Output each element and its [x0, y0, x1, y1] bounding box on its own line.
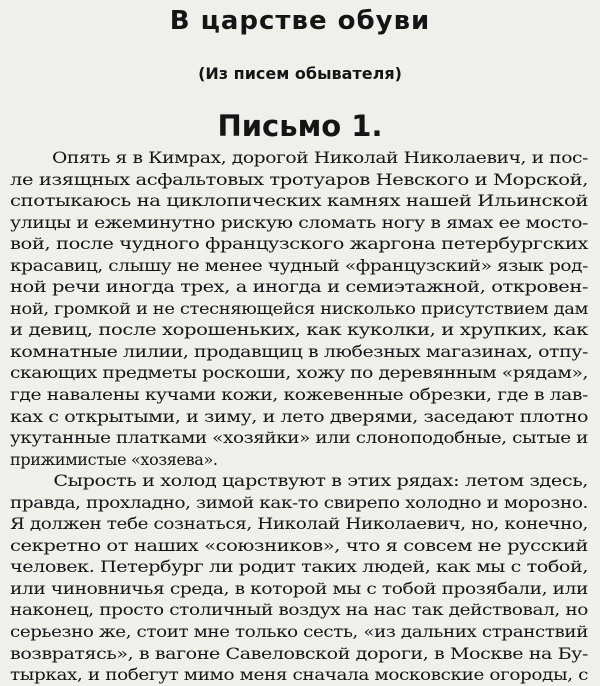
paragraph-line: ках с открытыми, и зиму, и лето дверями, заседают плотно: [10, 406, 588, 426]
paragraph-line: тырках, и побегут мимо меня сначала московские огороды, с: [10, 665, 588, 685]
paragraph-line: секретно от наших «союзников», что я совсем не русский: [10, 535, 588, 555]
paragraph-line: ной речи иногда трех, а иногда и семиэтажной, откровен-: [10, 277, 588, 297]
paragraph-line: или чиновничья среда, в которой мы с тобой прозябали, или: [10, 578, 588, 598]
paragraph-line: ле изящных асфальтовых тротуаров Невского и Морской,: [10, 169, 588, 189]
paragraph-line: серьезно же, стоит мне только сесть, «из дальних странствий: [10, 622, 588, 642]
paragraph-line: и девиц, после хорошеньких, как куколки, и хрупких, как: [10, 320, 588, 340]
article-title: В царстве обуви: [169, 6, 431, 36]
paragraph-line: ной, громкой и не стесняющейся нисколько присутствием дам: [10, 298, 588, 318]
article-body: [10, 147, 588, 686]
paragraph-line: наконец, просто столичный воздух на нас так действовал, но: [10, 600, 588, 620]
paragraph-first-line: Сырость и холод царствуют в этих рядах: летом здесь,: [53, 471, 588, 491]
paragraph-line: укутанные платками «хозяйки» или слоноподобные, сытые и: [10, 428, 588, 448]
paragraph-line: улицы и ежеминутно рискую сломать ногу в ямах ее мосто-: [10, 212, 588, 232]
paragraph-first-line: Опять я в Кимрах, дорогой Николай Николаевич, и пос-: [52, 148, 589, 167]
article-subtitle: (Из писем обывателя): [198, 64, 402, 83]
paragraph-line: человек. Петербург ли родит таких людей, как мы с тобой,: [10, 557, 588, 577]
paragraph-line: правда, прохладно, зимой как-то свирепо холодно и морозно.: [10, 492, 588, 512]
paragraph-line: прижимистые «хозяева».: [10, 449, 218, 469]
paragraph-line: где навалены кучами кожи, кожевенные обрезки, где в лав-: [10, 385, 588, 405]
paragraph-line: красавиц, слышу не менее чудный «французский» язык род-: [10, 255, 588, 275]
paragraph-line: спотыкаюсь на циклопических камнях нашей Ильинской: [10, 191, 588, 211]
paragraph-line: скающих предметы роскоши, хожу по деревянным «рядам»,: [10, 363, 588, 383]
paragraph-line: Я должен тебе сознаться, Николай Николаевич, но, конечно,: [10, 514, 588, 534]
letter-heading: Письмо 1.: [217, 109, 383, 143]
paragraph-line: возвратясь», в вагоне Савеловской дороги, в Москве на Бу-: [10, 643, 588, 663]
paragraph-line: вой, после чудного французского жаргона петербургских: [10, 234, 588, 254]
paragraph-line: комнатные лилии, продавщиц в любезных магазинах, отпу-: [10, 341, 588, 361]
